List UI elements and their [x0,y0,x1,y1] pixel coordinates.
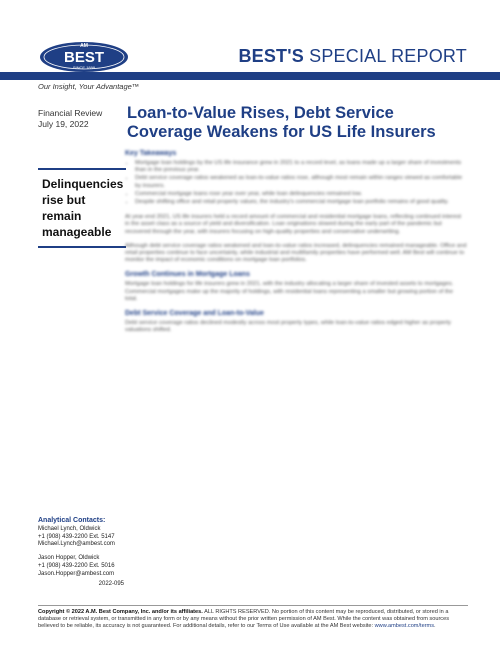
paragraph: Debt service coverage ratios declined modestly across most property types, while loan-to-value ratios edged higher as property valuations shifted. [125,320,452,334]
section-heading: Key Takeaways [125,150,177,157]
report-category: Financial Review [38,108,103,118]
contact-name: Jason Hopper, Oldwick [38,555,100,562]
report-title-bold: BEST'S [238,46,304,66]
report-title [238,46,467,67]
contact-email[interactable]: Michael.Lynch@ambest.com [38,541,115,548]
report-date: July 19, 2022 [38,119,89,129]
tagline: Our Insight, Your Advantage™ [38,82,140,91]
report-title-rest: SPECIAL REPORT [303,46,467,66]
logo-small-bottom: SINCE 1899 [72,65,96,70]
key-takeaways-list [125,160,467,206]
am-best-logo [38,38,130,76]
section-heading: Growth Continues in Mortgage Loans [125,271,250,279]
section-heading: Debt Service Coverage and Loan-to-Value [125,310,264,318]
header-rule [0,72,500,80]
headline: Loan-to-Value Rises, Debt Service Coverage Weakens for US Life Insurers [127,104,436,141]
report-meta [38,108,102,130]
list-item: • Mortgage loan holdings by the US life insurance grew in 2021 to a record level, as loans made up a larger share of investments than in the previous year. [135,160,467,174]
contact-email[interactable]: Jason.Hopper@ambest.com [38,570,115,577]
paragraph: At year-end 2021, US life insurers held a record amount of commercial and residential mortgage loans, reflecting continued interest in the asset class as a source of yield and diversification. Loan originations slowed during the early part of the pandemic but recovered through the year, with insurers focusing on high-quality properties and conservative underwriting. [125,214,462,235]
logo-text: BEST [63,49,105,66]
article-body [125,150,467,341]
footer-end: . [434,622,436,629]
paragraph: Mortgage loan holdings for life insurers grew in 2021, with the industry allocating a larger share of invested assets to mortgages. Commercial mortgages make up the majority of holdings, with residential loans representing a smaller but growing portion of the total. [125,281,454,302]
contacts-heading: Analytical Contacts: [38,517,106,524]
paragraph: Although debt service coverage ratios weakened and loan-to-value ratios increased, delinquencies remained manageable. Office and retail properties continue to face uncertainty, while industrial and multifamily properties have performed well. AM Best will continue to monitor the impact of economic conditions on mortgage loan portfolios. [125,242,467,264]
copyright-notice: Copyright © 2022 A.M. Best Company, Inc. and/or its affiliates. [38,609,203,615]
list-item: • Debt service coverage ratios weakened as loan-to-value ratios rose, although most remain within ranges viewed as comfortable by insurers. [135,175,467,189]
list-item: • Commercial mortgage loans rose year over year, while loan delinquencies remained low. [135,191,467,198]
contact-phone: +1 (908) 439-2200 Ext. 5147 [38,533,115,540]
contact-name: Michael Lynch, Oldwick [38,525,101,532]
pull-quote: Delinquencies rise but remain manageable [38,168,126,248]
logo-small-top: AM [80,43,88,49]
report-code: 2022-095 [98,580,124,587]
copyright-footer [38,605,468,630]
analytical-contacts [38,517,124,588]
footer-text: ALL RIGHTS RESERVED. No portion of this content may be reproduced, distributed, or stored in a database or retrieval system, or transmitted in any form or by any means without the prior written permission of AM Best. While the content was obtained from sources believed to be reliable, its accuracy is not guaranteed. For additional details, refer to our Terms of Use available at the AM Best website: [38,609,450,629]
list-item: • Despite shifting office and retail property values, the industry's commercial mortgage loan portfolio remains of good quality. [135,199,467,206]
terms-link[interactable]: www.ambest.com/terms [374,622,435,629]
contact-phone: +1 (908) 439-2200 Ext. 5016 [38,562,115,569]
